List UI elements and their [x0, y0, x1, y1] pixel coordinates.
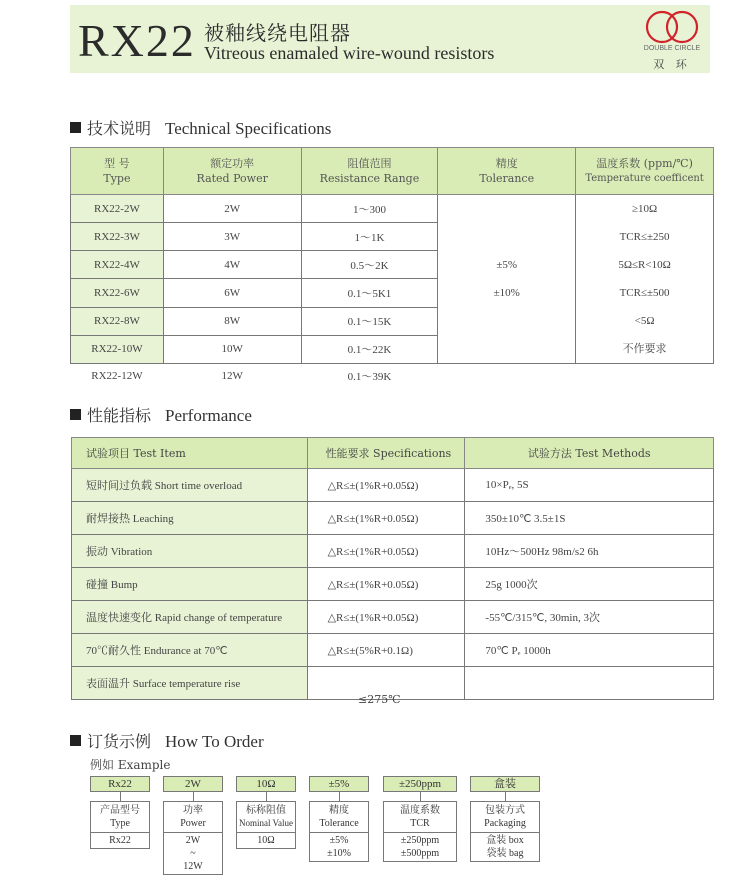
square-bullet-icon: [70, 409, 81, 420]
section-heading-specs: [70, 116, 331, 139]
cell-type: RX22-3W: [71, 223, 164, 251]
cell-method: 25g 1000次: [465, 568, 714, 601]
cell-type: RX22-8W: [71, 307, 164, 335]
cell-type: RX22-2W: [71, 195, 164, 223]
col-range: 阻值范围 Resistance Range: [301, 148, 438, 195]
cell-item: 70℃耐久性 Endurance at 70℃: [72, 634, 308, 667]
order-box-power: 2W 功率 Power 2W ~ 12W: [163, 776, 223, 875]
title-cn: 被釉线绕电阻器: [204, 21, 351, 45]
cell-range: 0.1～39K: [301, 364, 438, 389]
performance-table: [71, 437, 714, 700]
table-row: [71, 195, 714, 223]
model-title: RX22: [78, 15, 196, 66]
cell-power: 4W: [163, 251, 301, 279]
cell-type: RX22-12W: [71, 364, 164, 389]
table-row: [72, 469, 714, 502]
table-row: [72, 634, 714, 667]
cell-power: 8W: [163, 307, 301, 335]
cell-item: 温度快速变化 Rapid change of temperature: [72, 601, 308, 634]
col-spec: 性能要求 Specifications: [307, 438, 465, 469]
logo-text-cn: 双 环: [653, 58, 691, 71]
heading-cn: 技术说明: [87, 119, 152, 138]
order-box-nominal: 10Ω 标称阻值 Nominal Value 10Ω: [236, 776, 296, 849]
cell-power: 12W: [163, 364, 301, 389]
table-row: [72, 502, 714, 535]
cell-range: 0.1～22K: [301, 335, 438, 363]
cell-range: 0.5～2K: [301, 251, 438, 279]
cell-range: 1～300: [301, 195, 438, 223]
order-box-type: Rx22 产品型号 Type Rx22: [90, 776, 150, 849]
square-bullet-icon: [70, 735, 81, 746]
cell-item: 碰撞 Bump: [72, 568, 308, 601]
cell-range: 0.1～15K: [301, 307, 438, 335]
order-box-packaging: 盒装 包装方式 Packaging 盒装 box 袋装 bag: [470, 776, 540, 862]
order-box-tolerance: ±5% 精度 Tolerance ±5% ±10%: [309, 776, 369, 862]
cell-tolerance: ±5% ±10%: [438, 195, 576, 364]
table-row: [72, 601, 714, 634]
cell-power: 2W: [163, 195, 301, 223]
cell-tcr: ≥10Ω TCR≤±250 5Ω≤R<10Ω TCR≤±500 <5Ω 不作要求: [576, 195, 714, 364]
cell-power: 3W: [163, 223, 301, 251]
table-row: [71, 364, 714, 389]
cell-method: 350±10℃ 3.5±1S: [465, 502, 714, 535]
col-tolerance: 精度 Tolerance: [438, 148, 576, 195]
cell-spec: △R≤±(1%R+0.05Ω): [307, 469, 465, 502]
cell-item: 振动 Vibration: [72, 535, 308, 568]
cell-type: RX22-10W: [71, 335, 164, 363]
cell-range: 0.1～5K1: [301, 279, 438, 307]
cell-method: -55℃/315℃, 30min, 3次: [465, 601, 714, 634]
heading-cn: 性能指标: [87, 406, 152, 425]
col-tcr: 温度系数 (ppm/℃) Temperature coefficent: [576, 148, 714, 195]
cell-type: RX22-6W: [71, 279, 164, 307]
square-bullet-icon: [70, 122, 81, 133]
cell-item: 短时间过负载 Short time overload: [72, 469, 308, 502]
cell-method: 10×Pₑ, 5S: [465, 469, 714, 502]
cell-method: [465, 667, 714, 700]
header-band: [70, 5, 710, 73]
col-item: 试验项目 Test Item: [72, 438, 308, 469]
cell-item: 耐焊接热 Leaching: [72, 502, 308, 535]
cell-power: 6W: [163, 279, 301, 307]
heading-cn: 订货示例: [87, 732, 152, 751]
cell-method: 10Hz～500Hz 98m/s2 6h: [465, 535, 714, 568]
title-en: Vitreous enamaled wire-wound resistors: [204, 43, 495, 63]
cell-spec: △R≤±(5%R+0.1Ω): [307, 634, 465, 667]
col-power: 额定功率 Rated Power: [163, 148, 301, 195]
table-row: [72, 568, 714, 601]
cell-item: 表面温升 Surface temperature rise: [72, 667, 308, 700]
order-box-tcr: ±250ppm 温度系数 TCR ±250ppm ±500ppm: [383, 776, 457, 862]
col-type: 型 号 Type: [71, 148, 164, 195]
cell-power: 10W: [163, 335, 301, 363]
logo-text-en: DOUBLE CIRCLE: [643, 45, 701, 52]
heading-en: How To Order: [165, 732, 264, 751]
cell-spec: △R≤±(1%R+0.05Ω): [307, 535, 465, 568]
order-example-label: 例如 Example: [90, 758, 171, 772]
cell-spec: △R≤±(1%R+0.05Ω): [307, 568, 465, 601]
section-heading-order: [70, 729, 264, 752]
heading-en: Performance: [165, 406, 252, 425]
double-circle-icon: [642, 9, 702, 45]
surface-temp-note: ≤275℃: [358, 693, 401, 706]
spec-table: [70, 147, 714, 388]
heading-en: Technical Specifications: [165, 119, 332, 138]
col-method: 试验方法 Test Methods: [465, 438, 714, 469]
spec-header-row: [71, 148, 714, 195]
table-row: [72, 535, 714, 568]
cell-spec: △R≤±(1%R+0.05Ω): [307, 601, 465, 634]
double-circle-logo: [638, 7, 706, 69]
cell-method: 70℃ Pₑ 1000h: [465, 634, 714, 667]
cell-range: 1～1K: [301, 223, 438, 251]
cell-spec: △R≤±(1%R+0.05Ω): [307, 502, 465, 535]
cell-type: RX22-4W: [71, 251, 164, 279]
section-heading-performance: [70, 403, 252, 426]
performance-header-row: [72, 438, 714, 469]
